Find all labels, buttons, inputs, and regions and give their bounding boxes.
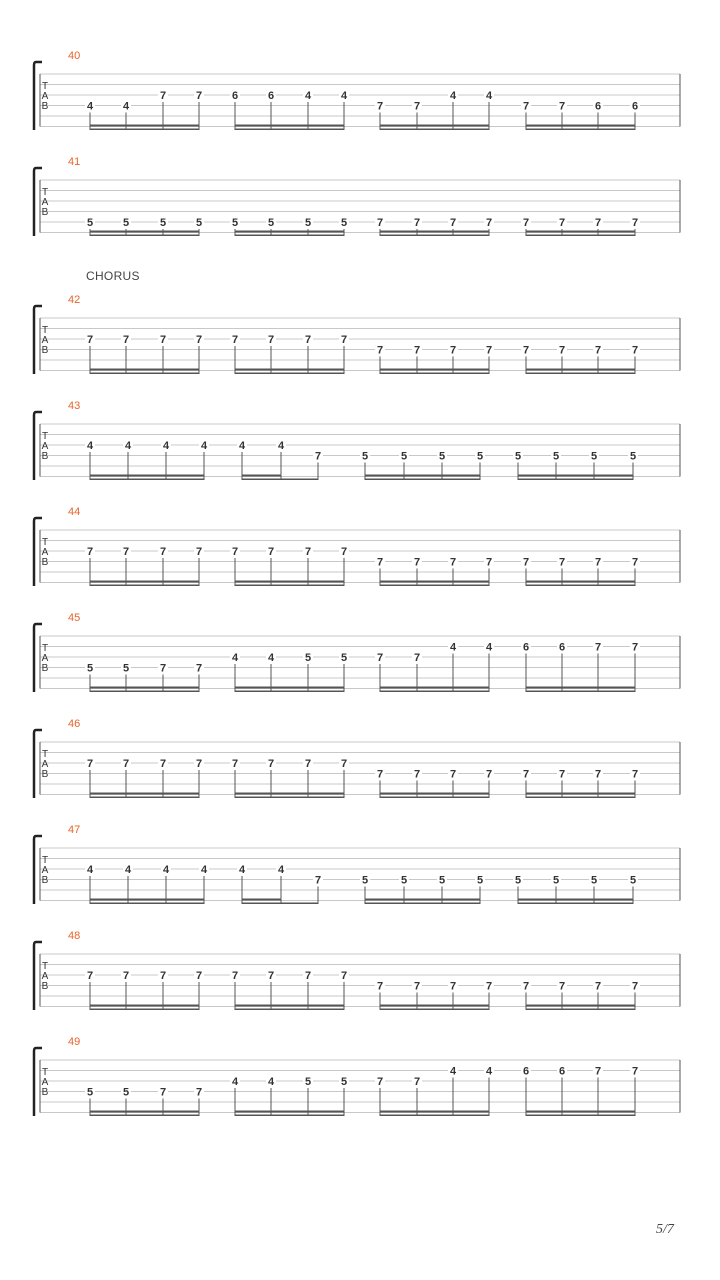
fret-number: 7: [376, 768, 384, 781]
tab-staff: [0, 400, 720, 480]
tab-system: [0, 50, 720, 130]
tab-clef-b: B: [41, 345, 49, 356]
fret-number: 5: [86, 217, 94, 229]
fret-number: 6: [267, 90, 275, 102]
tab-clef-t: T: [41, 961, 49, 972]
tab-system: [0, 1036, 720, 1116]
fret-number: 5: [514, 874, 522, 887]
fret-number: 7: [231, 546, 239, 558]
fret-number: 7: [413, 100, 421, 113]
fret-number: 7: [122, 758, 130, 770]
fret-number: 7: [159, 546, 167, 558]
fret-number: 4: [340, 90, 348, 102]
tab-clef-b: B: [41, 101, 49, 112]
section-label-chorus: CHORUS: [86, 269, 140, 283]
tab-staff: [0, 50, 720, 130]
tab-staff: [0, 824, 720, 904]
fret-number: 7: [631, 556, 639, 569]
fret-number: 7: [413, 980, 421, 993]
measure-number: 45: [68, 612, 81, 624]
tab-clef-b: B: [41, 663, 49, 674]
fret-number: 4: [231, 652, 239, 664]
measure-number: 44: [68, 506, 81, 518]
fret-number: 5: [195, 217, 203, 229]
fret-number: 7: [594, 217, 602, 229]
fret-number: 7: [631, 1065, 639, 1078]
fret-number: 5: [476, 874, 484, 887]
fret-number: 7: [304, 970, 312, 982]
fret-number: 7: [558, 100, 566, 113]
tab-clef-a: A: [41, 653, 49, 664]
fret-number: 7: [314, 450, 322, 463]
tab-clef-b: B: [41, 875, 49, 886]
fret-number: 4: [449, 1065, 457, 1078]
fret-number: 4: [449, 641, 457, 654]
tab-system: [0, 824, 720, 904]
fret-number: 5: [361, 450, 369, 463]
fret-number: 7: [122, 970, 130, 982]
tab-clef-a: A: [41, 547, 49, 558]
fret-number: 7: [522, 100, 530, 113]
tab-clef-b: B: [41, 981, 49, 992]
fret-number: 4: [267, 1076, 275, 1088]
tab-clef-t: T: [41, 643, 49, 654]
tab-clef-a: A: [41, 759, 49, 770]
fret-number: 7: [231, 334, 239, 346]
fret-number: 4: [485, 641, 493, 654]
tab-clef-a: A: [41, 441, 49, 452]
fret-number: 5: [514, 450, 522, 463]
measure-number: 49: [68, 1036, 81, 1048]
tab-system: [0, 400, 720, 480]
fret-number: 5: [438, 874, 446, 887]
tab-clef-a: A: [41, 865, 49, 876]
fret-number: 4: [277, 864, 285, 876]
fret-number: 7: [122, 546, 130, 558]
fret-number: 7: [195, 334, 203, 346]
tab-staff: [0, 294, 720, 374]
fret-number: 5: [476, 450, 484, 463]
fret-number: 7: [376, 100, 384, 113]
fret-number: 7: [340, 970, 348, 982]
fret-number: 5: [590, 874, 598, 887]
fret-number: 4: [267, 652, 275, 664]
fret-number: 7: [159, 970, 167, 982]
fret-number: 5: [304, 652, 312, 664]
fret-number: 4: [86, 100, 94, 113]
tab-clef-t: T: [41, 431, 49, 442]
measure-number: 41: [68, 156, 81, 168]
fret-number: 7: [195, 1086, 203, 1099]
fret-number: 7: [195, 662, 203, 675]
fret-number: 7: [195, 758, 203, 770]
tab-clef-t: T: [41, 749, 49, 760]
fret-number: 7: [376, 217, 384, 229]
fret-number: 7: [522, 556, 530, 569]
fret-number: 7: [413, 1076, 421, 1088]
fret-number: 4: [238, 440, 246, 452]
fret-number: 4: [200, 440, 208, 452]
fret-number: 7: [376, 1076, 384, 1088]
fret-number: 5: [340, 217, 348, 229]
fret-number: 6: [558, 641, 566, 654]
fret-number: 7: [485, 217, 493, 229]
fret-number: 4: [86, 864, 94, 876]
fret-number: 7: [195, 546, 203, 558]
fret-number: 4: [304, 90, 312, 102]
tab-system: [0, 156, 720, 236]
fret-number: 5: [231, 217, 239, 229]
fret-number: 7: [449, 980, 457, 993]
tab-system: [0, 506, 720, 586]
fret-number: 5: [122, 1086, 130, 1099]
fret-number: 7: [267, 334, 275, 346]
fret-number: 4: [449, 90, 457, 102]
fret-number: 5: [304, 1076, 312, 1088]
tab-clef-a: A: [41, 197, 49, 208]
fret-number: 5: [86, 1086, 94, 1099]
fret-number: 5: [590, 450, 598, 463]
fret-number: 7: [195, 970, 203, 982]
measure-number: 46: [68, 718, 81, 730]
measure-number: 43: [68, 400, 81, 412]
fret-number: 4: [162, 440, 170, 452]
tab-system: [0, 930, 720, 1010]
tab-clef-b: B: [41, 451, 49, 462]
tab-clef-t: T: [41, 187, 49, 198]
fret-number: 7: [340, 546, 348, 558]
fret-number: 7: [340, 334, 348, 346]
tab-system: [0, 718, 720, 798]
tab-staff: [0, 156, 720, 236]
fret-number: 7: [631, 641, 639, 654]
tab-clef-t: T: [41, 81, 49, 92]
fret-number: 7: [159, 334, 167, 346]
measure-number: 48: [68, 930, 81, 942]
fret-number: 7: [340, 758, 348, 770]
fret-number: 7: [558, 768, 566, 781]
fret-number: 5: [400, 450, 408, 463]
fret-number: 7: [267, 758, 275, 770]
fret-number: 7: [522, 217, 530, 229]
tab-clef-a: A: [41, 1077, 49, 1088]
fret-number: 7: [594, 1065, 602, 1078]
fret-number: 5: [122, 217, 130, 229]
fret-number: 7: [485, 344, 493, 357]
fret-number: 5: [552, 450, 560, 463]
fret-number: 7: [376, 652, 384, 664]
fret-number: 4: [485, 90, 493, 102]
fret-number: 5: [361, 874, 369, 887]
page-number: 5/7: [656, 1222, 674, 1237]
fret-number: 7: [86, 334, 94, 346]
tab-clef-b: B: [41, 769, 49, 780]
fret-number: 7: [267, 546, 275, 558]
fret-number: 7: [314, 874, 322, 887]
measure-number: 40: [68, 50, 81, 62]
fret-number: 7: [159, 662, 167, 675]
fret-number: 7: [159, 758, 167, 770]
tab-clef-t: T: [41, 1067, 49, 1078]
fret-number: 7: [86, 546, 94, 558]
fret-number: 7: [376, 344, 384, 357]
fret-number: 7: [558, 217, 566, 229]
fret-number: 5: [340, 652, 348, 664]
fret-number: 7: [558, 344, 566, 357]
fret-number: 7: [558, 556, 566, 569]
fret-number: 7: [594, 344, 602, 357]
fret-number: 4: [86, 440, 94, 452]
fret-number: 7: [449, 344, 457, 357]
fret-number: 5: [86, 662, 94, 675]
fret-number: 5: [304, 217, 312, 229]
fret-number: 7: [304, 334, 312, 346]
fret-number: 7: [631, 217, 639, 229]
tab-clef-t: T: [41, 855, 49, 866]
fret-number: 7: [231, 970, 239, 982]
tab-clef-t: T: [41, 325, 49, 336]
fret-number: 7: [631, 344, 639, 357]
tab-clef-a: A: [41, 91, 49, 102]
tab-staff: [0, 506, 720, 586]
fret-number: 7: [631, 768, 639, 781]
fret-number: 7: [86, 758, 94, 770]
fret-number: 4: [124, 440, 132, 452]
fret-number: 7: [594, 641, 602, 654]
fret-number: 7: [594, 768, 602, 781]
fret-number: 6: [522, 641, 530, 654]
fret-number: 7: [449, 556, 457, 569]
fret-number: 7: [522, 768, 530, 781]
fret-number: 5: [122, 662, 130, 675]
tab-system: [0, 612, 720, 692]
fret-number: 7: [485, 768, 493, 781]
tab-staff: [0, 930, 720, 1010]
tab-staff: [0, 1036, 720, 1116]
fret-number: 7: [304, 546, 312, 558]
fret-number: 7: [304, 758, 312, 770]
fret-number: 5: [159, 217, 167, 229]
fret-number: 7: [522, 980, 530, 993]
fret-number: 4: [238, 864, 246, 876]
fret-number: 7: [159, 1086, 167, 1099]
fret-number: 5: [629, 874, 637, 887]
fret-number: 7: [413, 556, 421, 569]
fret-number: 5: [267, 217, 275, 229]
fret-number: 4: [231, 1076, 239, 1088]
fret-number: 7: [449, 768, 457, 781]
tab-clef-a: A: [41, 335, 49, 346]
fret-number: 7: [86, 970, 94, 982]
fret-number: 7: [159, 90, 167, 102]
fret-number: 4: [162, 864, 170, 876]
fret-number: 7: [522, 344, 530, 357]
fret-number: 4: [485, 1065, 493, 1078]
fret-number: 5: [629, 450, 637, 463]
fret-number: 6: [558, 1065, 566, 1078]
fret-number: 7: [413, 217, 421, 229]
fret-number: 7: [594, 556, 602, 569]
fret-number: 7: [231, 758, 239, 770]
fret-number: 7: [631, 980, 639, 993]
fret-number: 7: [485, 980, 493, 993]
fret-number: 4: [124, 864, 132, 876]
fret-number: 7: [376, 980, 384, 993]
measure-number: 47: [68, 824, 81, 836]
fret-number: 4: [200, 864, 208, 876]
fret-number: 7: [413, 768, 421, 781]
fret-number: 4: [122, 100, 130, 113]
tab-clef-b: B: [41, 557, 49, 568]
fret-number: 7: [376, 556, 384, 569]
tab-system: [0, 294, 720, 374]
fret-number: 7: [594, 980, 602, 993]
fret-number: 5: [552, 874, 560, 887]
fret-number: 7: [413, 344, 421, 357]
fret-number: 7: [485, 556, 493, 569]
fret-number: 4: [277, 440, 285, 452]
fret-number: 6: [231, 90, 239, 102]
fret-number: 7: [195, 90, 203, 102]
tab-clef-a: A: [41, 971, 49, 982]
tab-clef-t: T: [41, 537, 49, 548]
fret-number: 6: [522, 1065, 530, 1078]
fret-number: 7: [413, 652, 421, 664]
fret-number: 6: [631, 100, 639, 113]
fret-number: 5: [340, 1076, 348, 1088]
measure-number: 42: [68, 294, 81, 306]
fret-number: 6: [594, 100, 602, 113]
fret-number: 7: [558, 980, 566, 993]
tab-staff: [0, 718, 720, 798]
tab-clef-b: B: [41, 207, 49, 218]
fret-number: 7: [122, 334, 130, 346]
fret-number: 7: [449, 217, 457, 229]
fret-number: 5: [438, 450, 446, 463]
tab-staff: [0, 612, 720, 692]
fret-number: 5: [400, 874, 408, 887]
tab-clef-b: B: [41, 1087, 49, 1098]
fret-number: 7: [267, 970, 275, 982]
